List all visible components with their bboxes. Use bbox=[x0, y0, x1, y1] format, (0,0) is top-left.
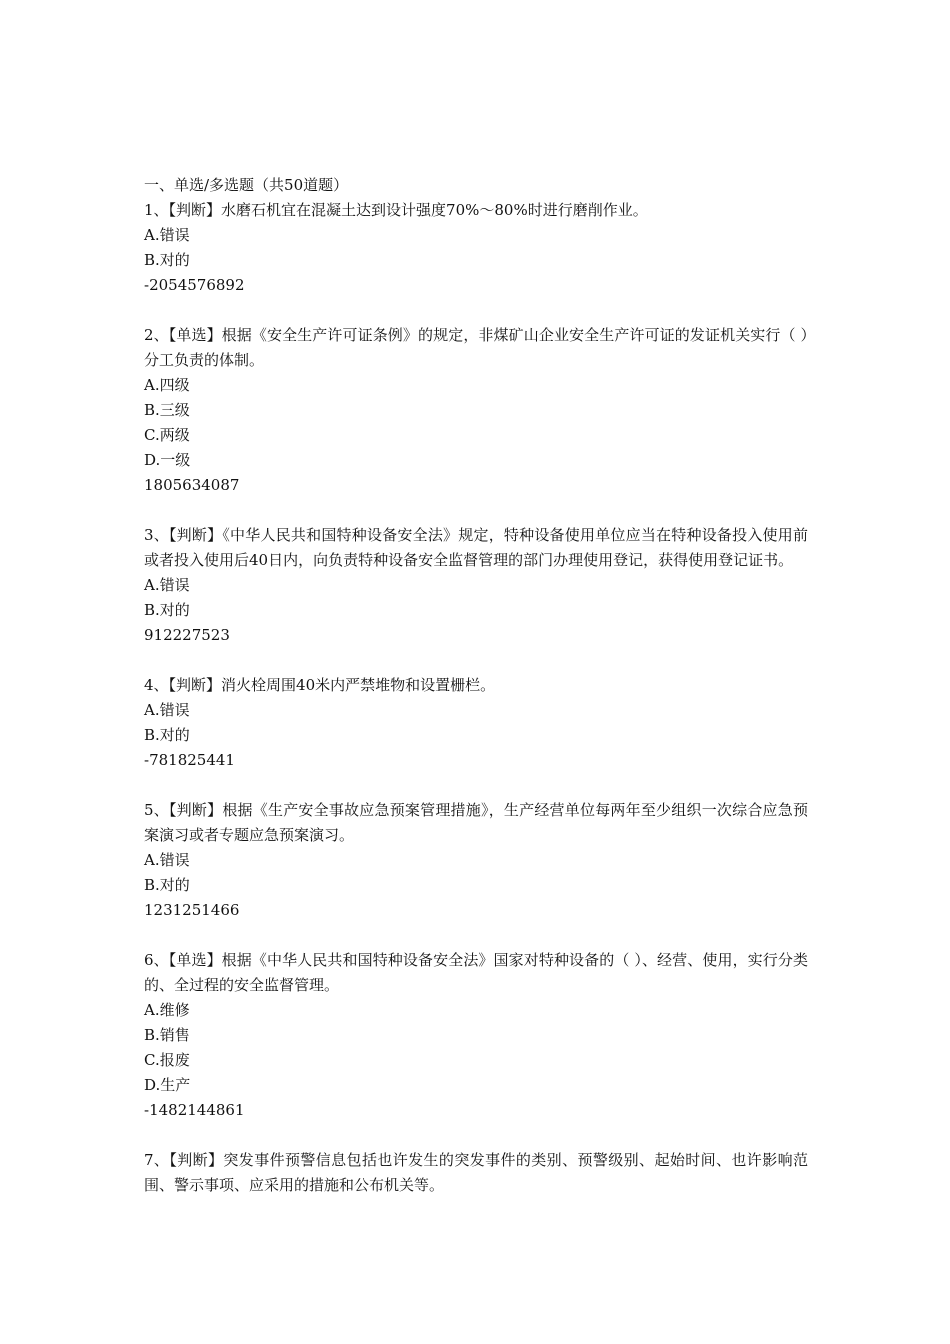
spacer bbox=[144, 648, 808, 673]
question-1 bbox=[144, 198, 808, 298]
question-text: 5、【判断】根据《生产安全事故应急预案管理措施》，生产经营单位每两年至少组织一次综合应急预案演习或者专题应急预案演习。 bbox=[144, 801, 808, 844]
option-b: B.对的 bbox=[144, 251, 190, 269]
question-3 bbox=[144, 523, 808, 648]
question-code: 1231251466 bbox=[144, 901, 240, 919]
question-4 bbox=[144, 673, 808, 773]
option-d: D.生产 bbox=[144, 1076, 191, 1094]
document-body bbox=[144, 173, 808, 1198]
option-a: A.错误 bbox=[144, 701, 190, 719]
question-2 bbox=[144, 323, 808, 498]
question-text: 7、【判断】突发事件预警信息包括也许发生的突发事件的类别、预警级别、起始时间、也许影响范围、警示事项、应采用的措施和公布机关等。 bbox=[144, 1151, 808, 1194]
option-d: D.一级 bbox=[144, 451, 191, 469]
spacer bbox=[144, 498, 808, 523]
option-a: A.错误 bbox=[144, 576, 190, 594]
option-b: B.销售 bbox=[144, 1026, 190, 1044]
section-title: 一、单选/多选题（共50道题） bbox=[144, 176, 349, 194]
spacer bbox=[144, 298, 808, 323]
question-text: 2、【单选】根据《安全生产许可证条例》的规定，非煤矿山企业安全生产许可证的发证机关实行（ ）分工负责的体制。 bbox=[144, 326, 808, 369]
option-a: A.错误 bbox=[144, 226, 190, 244]
option-c: C.两级 bbox=[144, 426, 190, 444]
question-7 bbox=[144, 1148, 808, 1198]
spacer bbox=[144, 923, 808, 948]
question-text: 1、【判断】水磨石机宜在混凝土达到设计强度70%～80%时进行磨削作业。 bbox=[144, 201, 648, 219]
option-b: B.对的 bbox=[144, 726, 190, 744]
question-6 bbox=[144, 948, 808, 1123]
question-5 bbox=[144, 798, 808, 923]
spacer bbox=[144, 1123, 808, 1148]
question-code: 912227523 bbox=[144, 626, 230, 644]
spacer bbox=[144, 773, 808, 798]
option-b: B.三级 bbox=[144, 401, 190, 419]
option-b: B.对的 bbox=[144, 601, 190, 619]
question-code: 1805634087 bbox=[144, 476, 240, 494]
question-text: 3、【判断】《中华人民共和国特种设备安全法》规定，特种设备使用单位应当在特种设备投入使用前或者投入使用后40日内，向负责特种设备安全监督管理的部门办理使用登记，获得使用登记证书。 bbox=[144, 526, 808, 569]
question-text: 6、【单选】根据《中华人民共和国特种设备安全法》国家对特种设备的（ ）、经营、使用，实行分类的、全过程的安全监督管理。 bbox=[144, 951, 808, 994]
question-code: -2054576892 bbox=[144, 276, 245, 294]
option-a: A.四级 bbox=[144, 376, 190, 394]
option-a: A.维修 bbox=[144, 1001, 190, 1019]
question-code: -1482144861 bbox=[144, 1101, 245, 1119]
question-code: -781825441 bbox=[144, 751, 235, 769]
option-b: B.对的 bbox=[144, 876, 190, 894]
question-text: 4、【判断】消火栓周围40米内严禁堆物和设置栅栏。 bbox=[144, 676, 496, 694]
option-a: A.错误 bbox=[144, 851, 190, 869]
option-c: C.报废 bbox=[144, 1051, 190, 1069]
